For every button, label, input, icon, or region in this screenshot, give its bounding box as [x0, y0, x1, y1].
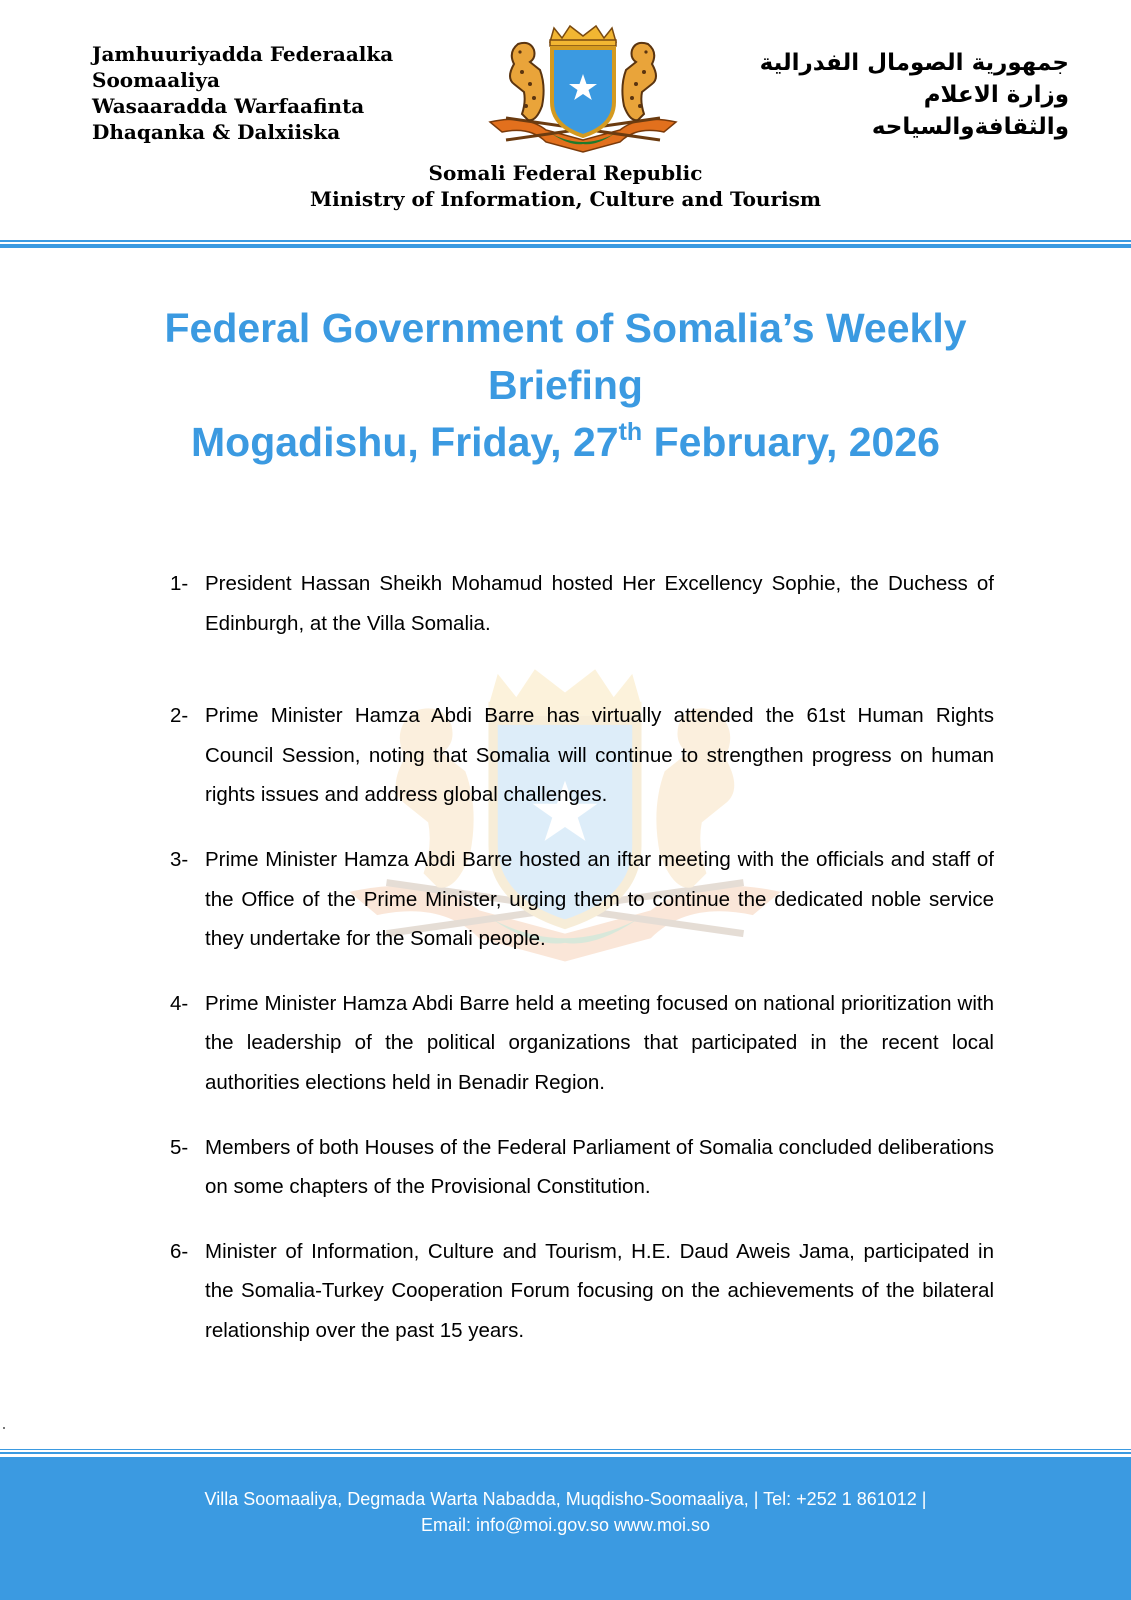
arabic-line: جمهورية الصومال الفدرالية — [759, 50, 1069, 76]
footer — [0, 1457, 1131, 1600]
somali-line: Jamhuuriyadda Federaalka — [92, 42, 394, 66]
briefing-items — [170, 564, 994, 1351]
english-line: Somali Federal Republic — [428, 161, 703, 185]
item-number: 4- — [170, 991, 189, 1015]
briefing-item — [170, 984, 994, 1103]
footer-contact: Email: info@moi.gov.so www.moi.so — [420, 1515, 711, 1535]
briefing-item — [170, 840, 994, 959]
item-text: Prime Minister Hamza Abdi Barre hosted an iftar meeting with the officials and staff of the Office of the Prime Minister, urging them to continue the dedicated noble service they undertake for the Somali people. — [205, 847, 994, 951]
somali-ministry-name — [92, 41, 393, 145]
english-ministry-name — [0, 160, 1131, 212]
date-prefix: Mogadishu, Friday, 27 — [191, 419, 619, 465]
footer-address: Villa Soomaaliya, Degmada Warta Nabadda, Muqdisho-Soomaaliya, | Tel: +252 1 861012 | — [204, 1489, 927, 1509]
english-line: Ministry of Information, Culture and Tourism — [309, 187, 822, 211]
coat-of-arms-icon — [486, 22, 680, 160]
item-number: 1- — [170, 572, 189, 595]
item-number: 6- — [170, 1239, 189, 1263]
item-text: Members of both Houses of the Federal Parliament of Somalia concluded deliberations on some chapters of the Provisional Constitution. — [205, 1135, 994, 1199]
footer-divider — [0, 1449, 1131, 1455]
item-number: 2- — [170, 704, 189, 728]
title-line-2: Briefing — [488, 362, 643, 408]
title-date — [0, 414, 1131, 471]
arabic-ministry-name — [760, 47, 1069, 143]
somali-line: Soomaaliya — [92, 68, 220, 92]
somali-line: Wasaaradda Warfaafinta — [92, 94, 365, 118]
arabic-line: وزارة الاعلام — [923, 82, 1069, 108]
briefing-title — [0, 300, 1131, 471]
briefing-item — [170, 1232, 994, 1351]
item-text: Prime Minister Hamza Abdi Barre has virtually attended the 61st Human Rights Council Session, noting that Somalia will continue to strengthen progress on human rights issues and address global challenges. — [205, 704, 994, 807]
stray-mark — [3, 1427, 5, 1429]
somali-line: Dhaqanka & Dalxiiska — [92, 120, 341, 144]
date-ordinal: th — [618, 418, 643, 446]
item-text: President Hassan Sheikh Mohamud hosted Her Excellency Sophie, the Duchess of Edinburgh, at the Villa Somalia. — [205, 572, 994, 635]
title-line-1: Federal Government of Somalia’s Weekly — [164, 305, 967, 351]
item-text: Prime Minister Hamza Abdi Barre held a meeting focused on national prioritization with the leadership of the political organizations that participated in the recent local authorities elections held in Benadir Region. — [205, 991, 994, 1094]
item-number: 3- — [170, 847, 189, 871]
briefing-item — [170, 696, 994, 815]
letterhead — [0, 0, 1131, 240]
arabic-line: والثقافةوالسياحه — [871, 114, 1069, 140]
briefing-item — [170, 564, 994, 643]
date-suffix: February, 2026 — [642, 419, 940, 465]
item-text: Minister of Information, Culture and Tourism, H.E. Daud Aweis Jama, participated in the Somalia-Turkey Cooperation Forum focusing on the achievements of the bilateral relationship over the past 15 years. — [205, 1239, 994, 1342]
briefing-item — [170, 1128, 994, 1207]
header-divider — [0, 240, 1131, 249]
item-number: 5- — [170, 1135, 189, 1159]
